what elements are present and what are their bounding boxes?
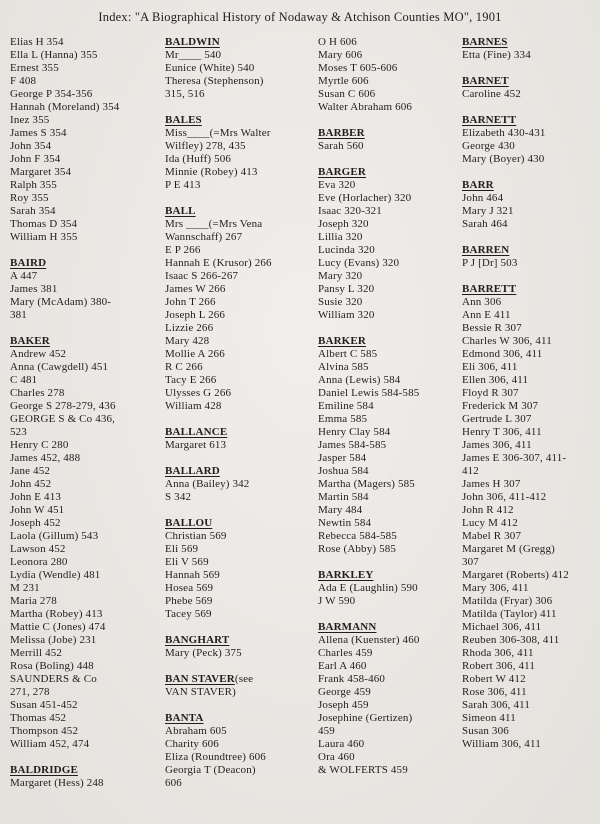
- index-entry: Hannah (Moreland) 354: [10, 101, 120, 113]
- index-entry: Emma 585: [318, 413, 368, 425]
- index-column-3: [318, 36, 470, 777]
- index-entry: Andrew 452: [10, 348, 67, 360]
- index-entry: Eli 306, 411: [462, 361, 518, 373]
- surname-heading-text: BAKER: [10, 335, 50, 347]
- index-entry: Hannah E (Krusor) 266: [165, 257, 272, 269]
- index-entry: John 452: [10, 478, 52, 490]
- surname-heading: [165, 465, 317, 478]
- index-entry: Frank 458-460: [318, 673, 386, 685]
- index-entry: Ora 460: [318, 751, 355, 763]
- index-entry: Alvina 585: [318, 361, 369, 373]
- index-entry: Ernest 355: [10, 62, 59, 74]
- index-entry: James 584-585: [318, 439, 387, 451]
- index-entry: Wannschaff) 267: [165, 231, 243, 243]
- index-entry: Elias H 354: [10, 36, 64, 48]
- index-entry: C 481: [10, 374, 38, 386]
- index-entry: A 447: [10, 270, 38, 282]
- index-entry: John R 412: [462, 504, 514, 516]
- index-entry: Melissa (Jobe) 231: [10, 634, 97, 646]
- surname-heading-text: BALL: [165, 205, 196, 217]
- index-entry: James S 354: [10, 127, 67, 139]
- index-entry: Rhoda 306, 411: [462, 647, 534, 659]
- index-entry: George 430: [462, 140, 515, 152]
- surname-heading-text: BALDRIDGE: [10, 764, 78, 776]
- surname-heading-text: BARBER: [318, 127, 365, 139]
- index-entry: Hannah 569: [165, 569, 220, 581]
- index-entry: Simeon 411: [462, 712, 516, 724]
- index-entry: Joshua 584: [318, 465, 369, 477]
- index-entry: John W 451: [10, 504, 65, 516]
- index-entry: Caroline 452: [462, 88, 521, 100]
- surname-heading: [462, 75, 600, 88]
- index-entry: Mabel R 307: [462, 530, 522, 542]
- index-entry: Matilda (Fryar) 306: [462, 595, 553, 607]
- index-entry: Margaret M (Gregg): [462, 543, 555, 555]
- index-entry: John 306, 411-412: [462, 491, 547, 503]
- surname-heading-text: BAIRD: [10, 257, 47, 269]
- index-entry: Georgia T (Deacon): [165, 764, 256, 776]
- index-entry: Abraham 605: [165, 725, 227, 737]
- index-entry: Lucy (Evans) 320: [318, 257, 400, 269]
- index-entry: Mary 306, 411: [462, 582, 529, 594]
- index-entry: Myrtle 606: [318, 75, 369, 87]
- index-entry: 307: [462, 556, 479, 568]
- index-entry: Lucy M 412: [462, 517, 518, 529]
- index-entry: Rebecca 584-585: [318, 530, 397, 542]
- index-entry: 315, 516: [165, 88, 205, 100]
- index-entry: P E 413: [165, 179, 201, 191]
- index-entry: Susie 320: [318, 296, 363, 308]
- surname-heading: [318, 569, 470, 582]
- index-entry: Earl A 460: [318, 660, 367, 672]
- index-entry: J W 590: [318, 595, 356, 607]
- index-entry: Rosa (Boling) 448: [10, 660, 94, 672]
- index-entry: Moses T 605-606: [318, 62, 398, 74]
- index-entry: Theresa (Stephenson): [165, 75, 264, 87]
- index-entry: Floyd R 307: [462, 387, 519, 399]
- index-entry: 412: [462, 465, 479, 477]
- index-entry: 459: [318, 725, 335, 737]
- index-entry: Mary (Boyer) 430: [462, 153, 545, 165]
- index-entry: Thomas D 354: [10, 218, 78, 230]
- index-entry: Phebe 569: [165, 595, 213, 607]
- surname-heading-text: BARNETT: [462, 114, 517, 126]
- surname-heading: [165, 426, 317, 439]
- index-entry: Henry T 306, 411: [462, 426, 542, 438]
- index-entry: 606: [165, 777, 182, 789]
- index-entry: Mary 320: [318, 270, 363, 282]
- index-entry: James 381: [10, 283, 58, 295]
- index-entry: Bessie R 307: [462, 322, 522, 334]
- index-entry: Newtin 584: [318, 517, 372, 529]
- index-entry: Susan C 606: [318, 88, 376, 100]
- surname-heading: [462, 36, 600, 49]
- index-entry: Michael 306, 411: [462, 621, 542, 633]
- index-entry: Ann E 411: [462, 309, 511, 321]
- index-entry: Margaret 613: [165, 439, 227, 451]
- index-entry: James E 306-307, 411-: [462, 452, 567, 464]
- index-entry: Joseph 452: [10, 517, 61, 529]
- index-entry: Mollie A 266: [165, 348, 225, 360]
- index-entry: George 459: [318, 686, 371, 698]
- index-entry: Ann 306: [462, 296, 502, 308]
- index-entry: Tacy E 266: [165, 374, 217, 386]
- index-entry: Robert W 412: [462, 673, 526, 685]
- surname-heading: [165, 634, 317, 647]
- index-entry: Lizzie 266: [165, 322, 214, 334]
- index-entry: Minnie (Robey) 413: [165, 166, 258, 178]
- index-entry: Charity 606: [165, 738, 219, 750]
- index-entry: Leonora 280: [10, 556, 68, 568]
- index-entry: Lawson 452: [10, 543, 66, 555]
- index-entry: Sarah 464: [462, 218, 508, 230]
- index-entry: Margaret (Hess) 248: [10, 777, 104, 789]
- index-entry: Martin 584: [318, 491, 369, 503]
- surname-heading-text: BARNES: [462, 36, 508, 48]
- index-entry: Lillia 320: [318, 231, 363, 243]
- surname-heading: [165, 114, 317, 127]
- surname-heading-text: BARRETT: [462, 283, 517, 295]
- index-entry: Pansy L 320: [318, 283, 375, 295]
- index-entry: Henry Clay 584: [318, 426, 391, 438]
- index-entry: Rose (Abby) 585: [318, 543, 397, 555]
- index-entry: William H 355: [10, 231, 78, 243]
- surname-heading-text: BARREN: [462, 244, 510, 256]
- surname-heading: [165, 205, 317, 218]
- index-entry: Anna (Bailey) 342: [165, 478, 250, 490]
- index-entry: Mattie C (Jones) 474: [10, 621, 106, 633]
- index-entry: Thompson 452: [10, 725, 79, 737]
- index-entry: Susan 451-452: [10, 699, 78, 711]
- index-entry: Christian 569: [165, 530, 227, 542]
- index-entry: Ida (Huff) 506: [165, 153, 232, 165]
- index-entry: Roy 355: [10, 192, 49, 204]
- index-entry: Edmond 306, 411: [462, 348, 543, 360]
- index-entry: M 231: [10, 582, 40, 594]
- surname-heading: [462, 244, 600, 257]
- index-entry: Wilfley) 278, 435: [165, 140, 246, 152]
- index-column-1: [10, 36, 162, 790]
- surname-heading-text: BALLANCE: [165, 426, 228, 438]
- surname-heading: [165, 712, 317, 725]
- surname-heading-text: BALDWIN: [165, 36, 220, 48]
- index-entry: Joseph L 266: [165, 309, 226, 321]
- surname-heading: [318, 127, 470, 140]
- index-entry: Sarah 306, 411: [462, 699, 530, 711]
- index-entry: Gertrude L 307: [462, 413, 532, 425]
- index-entry: Martha (Magers) 585: [318, 478, 415, 490]
- index-entry: Daniel Lewis 584-585: [318, 387, 420, 399]
- index-entry: Anna (Cawgdell) 451: [10, 361, 109, 373]
- index-entry: & WOLFERTS 459: [318, 764, 408, 776]
- index-entry: Eliza (Roundtree) 606: [165, 751, 266, 763]
- index-entry: Joseph 320: [318, 218, 369, 230]
- surname-heading: [165, 517, 317, 530]
- index-entry: 381: [10, 309, 27, 321]
- index-entry: Martha (Robey) 413: [10, 608, 103, 620]
- index-entry: Laura 460: [318, 738, 365, 750]
- index-entry: Etta (Fine) 334: [462, 49, 531, 61]
- surname-heading: [462, 179, 600, 192]
- index-entry: Frederick M 307: [462, 400, 539, 412]
- index-entry: James 306, 411: [462, 439, 532, 451]
- index-entry: Allena (Kuenster) 460: [318, 634, 420, 646]
- surname-heading-text: BARMANN: [318, 621, 377, 633]
- index-entry: James H 307: [462, 478, 521, 490]
- index-entry: Charles W 306, 411: [462, 335, 552, 347]
- surname-heading: [318, 621, 470, 634]
- index-entry: John T 266: [165, 296, 216, 308]
- surname-heading-text: BALES: [165, 114, 202, 126]
- index-column-4: [462, 36, 600, 751]
- index-column-2: [165, 36, 317, 790]
- surname-heading: [462, 114, 600, 127]
- index-entry: William 428: [165, 400, 222, 412]
- index-entry: Charles 278: [10, 387, 65, 399]
- index-entry: Mary (McAdam) 380-: [10, 296, 112, 308]
- index-entry: James 452, 488: [10, 452, 81, 464]
- index-entry: E P 266: [165, 244, 201, 256]
- index-entry: Josephine (Gertizen): [318, 712, 413, 724]
- surname-heading: [462, 283, 600, 296]
- index-entry: Anna (Lewis) 584: [318, 374, 401, 386]
- index-entry: SAUNDERS & Co: [10, 673, 97, 685]
- index-entry: Lydia (Wendle) 481: [10, 569, 101, 581]
- index-entry: Margaret (Roberts) 412: [462, 569, 569, 581]
- index-entry: Henry C 280: [10, 439, 69, 451]
- index-entry: John E 413: [10, 491, 61, 503]
- index-entry: William 320: [318, 309, 375, 321]
- surname-heading: [165, 36, 317, 49]
- index-entry: Reuben 306-308, 411: [462, 634, 560, 646]
- index-entry: Elizabeth 430-431: [462, 127, 546, 139]
- index-entry: Thomas 452: [10, 712, 67, 724]
- index-entry: Mary (Peck) 375: [165, 647, 242, 659]
- index-entry: Susan 306: [462, 725, 509, 737]
- index-entry: John 354: [10, 140, 52, 152]
- index-entry: Jasper 584: [318, 452, 367, 464]
- index-entry: Matilda (Taylor) 411: [462, 608, 557, 620]
- index-entry: 271, 278: [10, 686, 50, 698]
- index-entry: Joseph 459: [318, 699, 369, 711]
- index-entry: Mr____ 540: [165, 49, 222, 61]
- index-entry: George P 354-356: [10, 88, 93, 100]
- index-entry: Albert C 585: [318, 348, 378, 360]
- index-entry: O H 606: [318, 36, 357, 48]
- index-entry: Miss____(=Mrs Walter: [165, 127, 271, 139]
- surname-heading-text: BARNET: [462, 75, 509, 87]
- index-entry: Jane 452: [10, 465, 50, 477]
- index-entry: Emiline 584: [318, 400, 374, 412]
- index-entry: Ella L (Hanna) 355: [10, 49, 98, 61]
- surname-heading-text: BARR: [462, 179, 494, 191]
- index-entry: Ralph 355: [10, 179, 57, 191]
- index-entry: GEORGE S & Co 436,: [10, 413, 116, 425]
- index-entry: Margaret 354: [10, 166, 72, 178]
- surname-heading-text: BARGER: [318, 166, 366, 178]
- surname-heading-text: BARKLEY: [318, 569, 374, 581]
- index-entry: John 464: [462, 192, 504, 204]
- index-entry: Eli V 569: [165, 556, 209, 568]
- index-entry: Ellen 306, 411: [462, 374, 529, 386]
- index-entry: Isaac S 266-267: [165, 270, 239, 282]
- index-entry: Eli 569: [165, 543, 199, 555]
- index-entry: S 342: [165, 491, 192, 503]
- index-entry: Ulysses G 266: [165, 387, 232, 399]
- index-entry: Robert 306, 411: [462, 660, 536, 672]
- index-entry: Eve (Horlacher) 320: [318, 192, 412, 204]
- index-entry: Mary 606: [318, 49, 363, 61]
- index-entry: William 452, 474: [10, 738, 90, 750]
- index-entry: Maria 278: [10, 595, 57, 607]
- index-entry: Mary 484: [318, 504, 363, 516]
- index-entry: VAN STAVER): [165, 686, 236, 698]
- index-entry: Isaac 320-321: [318, 205, 382, 217]
- index-entry: Tacey 569: [165, 608, 212, 620]
- surname-heading: [318, 166, 470, 179]
- surname-heading-text: BARKER: [318, 335, 366, 347]
- surname-heading-text: BAN STAVER: [165, 673, 235, 685]
- surname-heading-text: BANTA: [165, 712, 204, 724]
- index-entry: F 408: [10, 75, 37, 87]
- surname-heading: [165, 673, 317, 686]
- index-entry: Rose 306, 411: [462, 686, 527, 698]
- surname-heading: [10, 764, 162, 777]
- index-entry: Mrs ____(=Mrs Vena: [165, 218, 263, 230]
- surname-heading-text: BANGHART: [165, 634, 230, 646]
- index-entry: Mary J 321: [462, 205, 514, 217]
- index-entry: Inez 355: [10, 114, 50, 126]
- surname-heading: [10, 257, 162, 270]
- index-entry: Hosea 569: [165, 582, 214, 594]
- index-entry: Sarah 560: [318, 140, 364, 152]
- index-entry: P J [Dr] 503: [462, 257, 518, 269]
- index-entry: Laola (Gillum) 543: [10, 530, 99, 542]
- surname-heading-text: BALLARD: [165, 465, 220, 477]
- index-entry: James W 266: [165, 283, 226, 295]
- index-entry: Walter Abraham 606: [318, 101, 413, 113]
- index-entry: George S 278-279, 436: [10, 400, 116, 412]
- index-entry: John F 354: [10, 153, 61, 165]
- page-title: Index: "A Biographical History of Nodaway & Atchison Counties MO", 1901: [98, 10, 502, 24]
- surname-heading: [318, 335, 470, 348]
- index-entry: William 306, 411: [462, 738, 541, 750]
- index-entry: Lucinda 320: [318, 244, 375, 256]
- index-entry: Charles 459: [318, 647, 373, 659]
- index-entry: Eva 320: [318, 179, 356, 191]
- index-entry: R C 266: [165, 361, 203, 373]
- index-entry: Sarah 354: [10, 205, 56, 217]
- surname-heading-text: BALLOU: [165, 517, 213, 529]
- index-entry: Mary 428: [165, 335, 210, 347]
- surname-heading-suffix: (see: [234, 673, 254, 685]
- index-entry: Merrill 452: [10, 647, 63, 659]
- surname-heading: [10, 335, 162, 348]
- index-entry: Ada E (Laughlin) 590: [318, 582, 418, 594]
- index-entry: 523: [10, 426, 27, 438]
- index-entry: Eunice (White) 540: [165, 62, 255, 74]
